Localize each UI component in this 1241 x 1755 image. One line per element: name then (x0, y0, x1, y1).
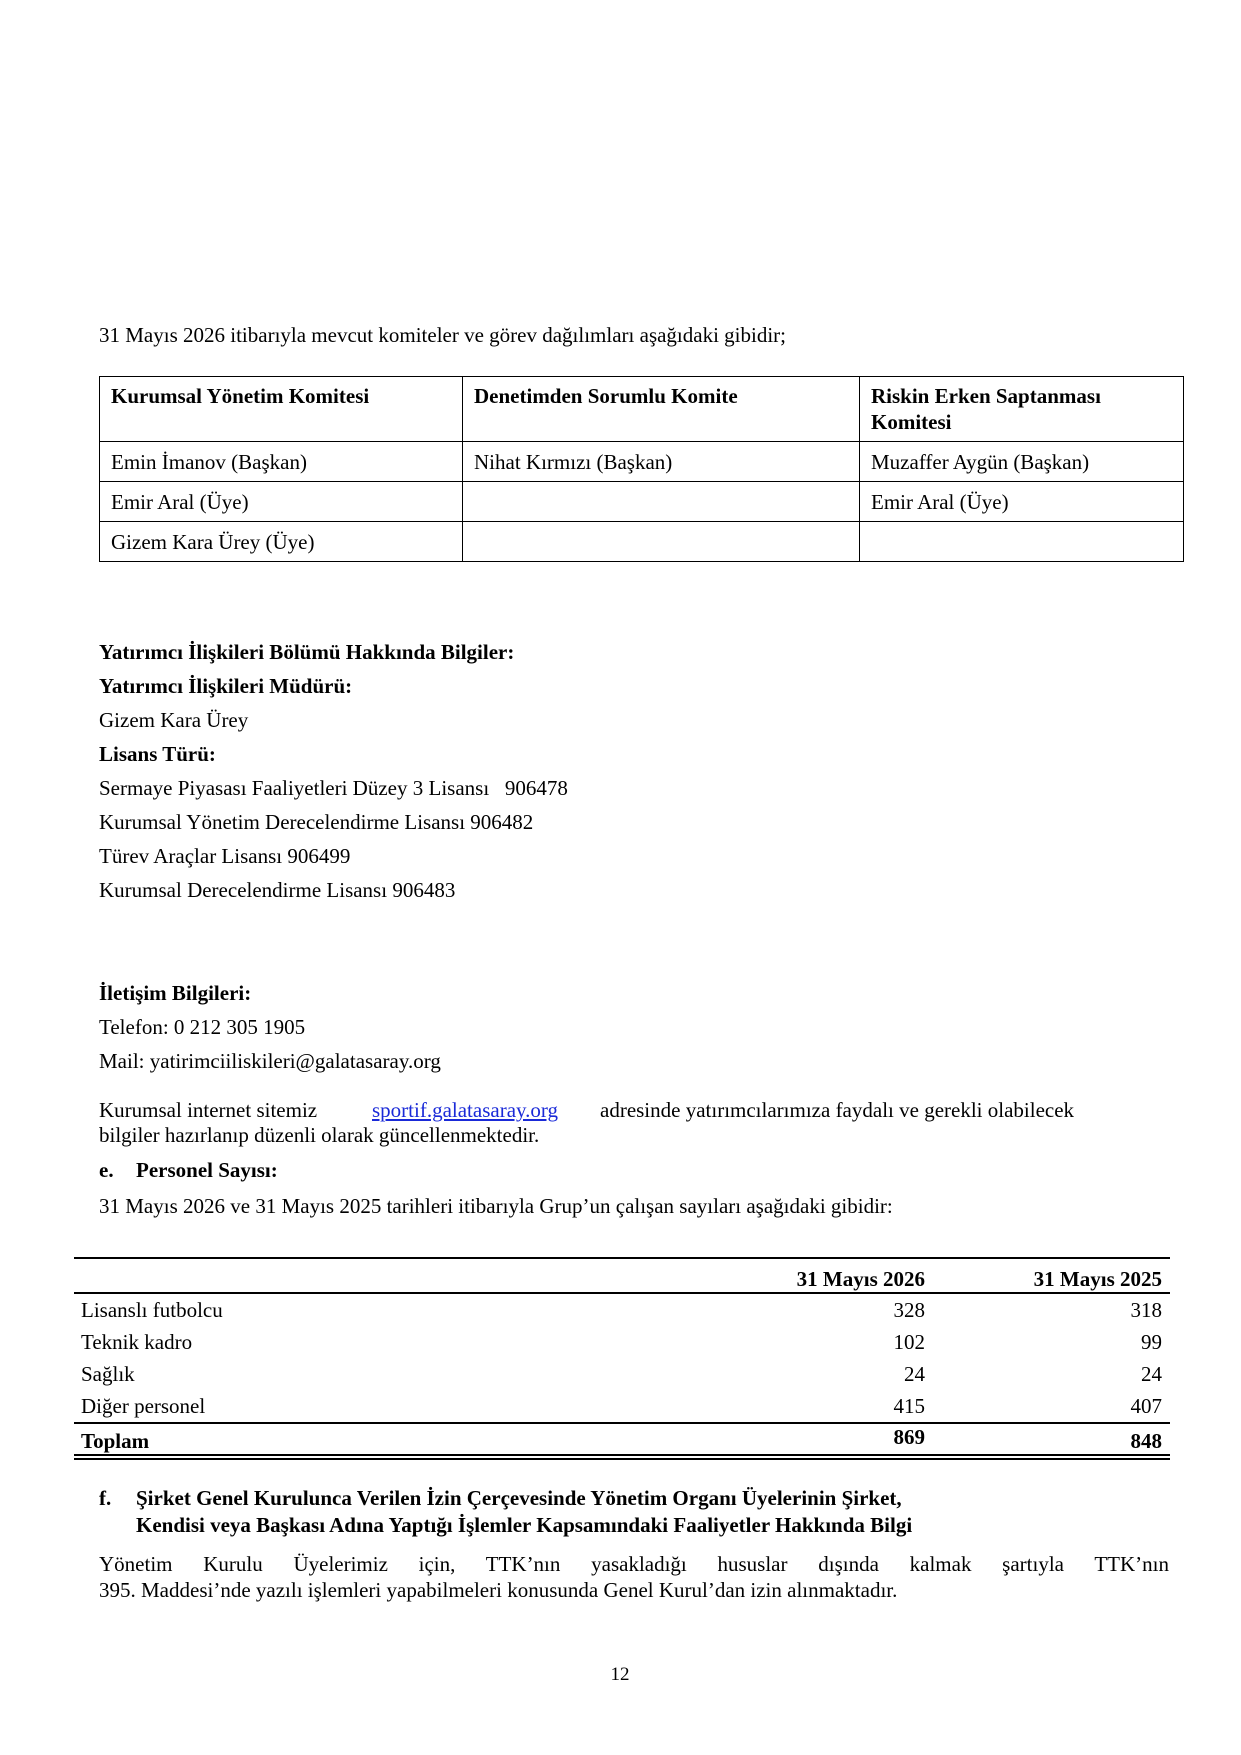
personnel-value-2026: 328 (893, 1298, 925, 1322)
website-text-pre: Kurumsal internet sitemiz (99, 1098, 318, 1122)
committee-header: Riskin Erken Saptanması Komitesi (860, 377, 1184, 442)
table-cell: Muzaffer Aygün (Başkan) (860, 442, 1184, 482)
website-text-post: adresinde yatırımcılarımıza faydalı ve gerekli olabilecek (600, 1098, 1075, 1122)
personnel-value-2025: 24 (1141, 1362, 1162, 1386)
personnel-value-2025: 99 (1141, 1330, 1162, 1354)
table-cell: Emir Aral (Üye) (100, 482, 463, 522)
personnel-intro: 31 Mayıs 2026 ve 31 Mayıs 2025 tarihleri itibarıyla Grup’un çalışan sayıları aşağıdaki gibidir: (99, 1194, 893, 1218)
contact-phone: Telefon: 0 212 305 1905 (99, 1015, 306, 1039)
total-double-rule-top (74, 1454, 1170, 1456)
license-item: Kurumsal Derecelendirme Lisansı 906483 (99, 878, 456, 902)
personnel-value-2025: 407 (1130, 1394, 1162, 1418)
personnel-value-2026: 24 (904, 1362, 925, 1386)
website-text-line2: bilgiler hazırlanıp düzenli olarak güncellenmektedir. (99, 1123, 540, 1147)
table-cell (860, 522, 1184, 562)
column-header-2026: 31 Mayıs 2026 (796, 1267, 925, 1291)
table-cell: Emir Aral (Üye) (860, 482, 1184, 522)
table-row (100, 442, 1184, 482)
total-label: Toplam (81, 1429, 150, 1453)
total-double-rule-bottom (74, 1458, 1170, 1460)
section-f-body-line1: Yönetim Kurulu Üyelerimiz için, TTK’nın yasakladığı hususlar dışında kalmak şartıyla TTK’nın (99, 1552, 1169, 1576)
page-number: 12 (610, 1664, 630, 1685)
committee-header: Kurumsal Yönetim Komitesi (100, 377, 463, 442)
personnel-title: Personel Sayısı: (136, 1158, 278, 1182)
table-cell: Gizem Kara Ürey (Üye) (100, 522, 463, 562)
section-e-letter: e. (99, 1158, 114, 1182)
manager-name: Gizem Kara Ürey (99, 708, 249, 732)
table-cell: Nihat Kırmızı (Başkan) (463, 442, 860, 482)
subtotal-rule (74, 1422, 1170, 1424)
table-cell (463, 522, 860, 562)
table-cell: Emin İmanov (Başkan) (100, 442, 463, 482)
total-value-2025: 848 (1130, 1429, 1162, 1453)
license-label: Lisans Türü: (99, 742, 216, 766)
personnel-row-label: Diğer personel (81, 1394, 206, 1418)
table-top-rule (74, 1257, 1170, 1259)
column-header-2025: 31 Mayıs 2025 (1033, 1267, 1162, 1291)
committees-intro: 31 Mayıs 2026 itibarıyla mevcut komiteler ve görev dağılımları aşağıdaki gibidir; (99, 323, 787, 347)
investor-relations-title: Yatırımcı İlişkileri Bölümü Hakkında Bilgiler: (99, 640, 515, 664)
total-value-2026: 869 (893, 1425, 925, 1449)
committees-header-row (100, 377, 1184, 442)
committees-table (99, 376, 1184, 562)
license-item: Sermaye Piyasası Faaliyetleri Düzey 3 Lisansı 906478 (99, 776, 568, 800)
manager-label: Yatırımcı İlişkileri Müdürü: (99, 674, 353, 698)
table-cell (463, 482, 860, 522)
website-link[interactable]: sportif.galatasaray.org (372, 1098, 559, 1122)
personnel-row-label: Teknik kadro (81, 1330, 193, 1354)
personnel-row-label: Sağlık (81, 1362, 135, 1386)
personnel-row-label: Lisanslı futbolcu (81, 1298, 223, 1322)
license-item: Kurumsal Yönetim Derecelendirme Lisansı 906482 (99, 810, 534, 834)
header-rule (74, 1292, 1170, 1294)
section-f-title-line2: Kendisi veya Başkası Adına Yaptığı İşlemler Kapsamındaki Faaliyetler Hakkında Bilgi (136, 1513, 913, 1537)
personnel-value-2026: 415 (893, 1394, 925, 1418)
table-row (100, 482, 1184, 522)
personnel-value-2026: 102 (893, 1330, 925, 1354)
license-item: Türev Araçlar Lisansı 906499 (99, 844, 351, 868)
contact-mail: Mail: yatirimciiliskileri@galatasaray.org (99, 1049, 441, 1073)
personnel-value-2025: 318 (1130, 1298, 1162, 1322)
committee-header: Denetimden Sorumlu Komite (463, 377, 860, 442)
table-row (100, 522, 1184, 562)
section-f-letter: f. (99, 1486, 112, 1510)
section-f-body-line2: 395. Maddesi’nde yazılı işlemleri yapabilmeleri konusunda Genel Kurul’dan izin alınmaktadır. (99, 1578, 898, 1602)
section-f-title-line1: Şirket Genel Kurulunca Verilen İzin Çerçevesinde Yönetim Organı Üyelerinin Şirket, (136, 1486, 902, 1510)
contact-title: İletişim Bilgileri: (99, 981, 252, 1005)
